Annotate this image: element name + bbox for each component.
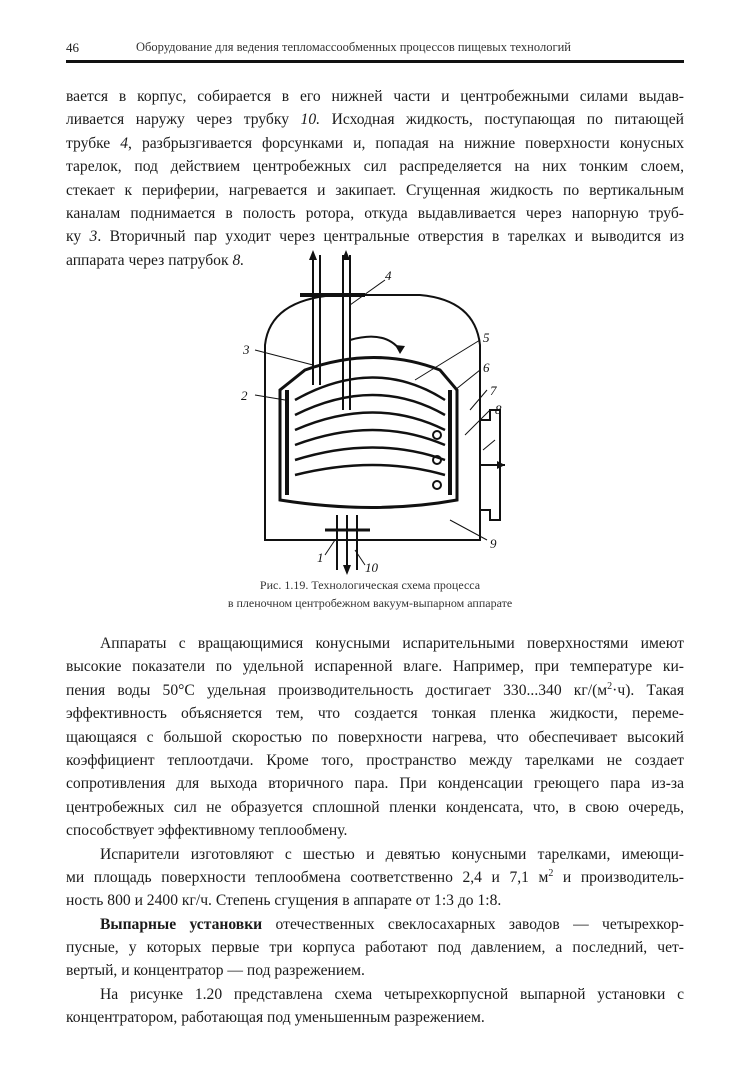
text-span: эффективность объясняется тем, что создается тонкая пленка жидкости, переме- — [66, 705, 684, 723]
text-line — [66, 679, 684, 702]
rotor — [280, 358, 457, 508]
text-line — [66, 702, 684, 725]
text-span: вертый, и концентратор — под разрежением. — [66, 962, 365, 980]
label-5: 5 — [483, 330, 490, 345]
text-span: стекает к периферии, нагревается и закипает. Сгущенная жидкость по вертикальным — [66, 181, 684, 199]
text-span: , разбрызгивается форсунками и, попадая на нижние поверхности конусных — [128, 134, 684, 152]
text-span: пения воды 50°С удельная производительность достигает 330...340 кг/(м — [66, 681, 608, 699]
figure-reference: 8. — [232, 251, 245, 269]
label-10: 10 — [365, 560, 378, 575]
text-block-bottom — [66, 632, 684, 1030]
figure-reference: 3 — [89, 228, 98, 246]
text-span: трубке — [66, 134, 121, 152]
text-line — [66, 155, 684, 178]
cone-plates — [295, 378, 445, 476]
running-header — [66, 38, 684, 63]
text-span: тарелок, под действием центробежных сил распределяется на них тонким слоем, — [66, 158, 684, 176]
text-span: сопротивления для выхода вторичного пара. При конденсации греющего пара из-за — [66, 775, 684, 793]
label-4: 4 — [385, 268, 392, 283]
text-line — [66, 749, 684, 772]
figure-caption-line2: в пленочном центробежном вакуум-выпарном аппарате — [227, 596, 513, 610]
superscript: 2 — [607, 680, 613, 692]
label-8: 8 — [495, 402, 502, 417]
page-number: 46 — [66, 40, 79, 55]
text-line — [66, 843, 684, 866]
text-span: ку — [66, 228, 90, 246]
text-line — [66, 202, 684, 225]
label-6: 6 — [483, 360, 490, 375]
text-span: . Вторичный пар уходит через центральные отверстия в тарелках и выводится из — [97, 228, 684, 246]
label-2: 2 — [241, 388, 248, 403]
text-span: способствует эффективному теплообмену. — [66, 822, 348, 840]
label-3: 3 — [243, 342, 250, 357]
text-span: Аппараты с вращающимися конусными испарительными поверхностями имеют — [100, 635, 684, 652]
text-line — [66, 655, 684, 678]
text-line — [66, 913, 684, 936]
text-line — [66, 132, 684, 155]
text-line — [66, 225, 684, 248]
text-line — [66, 85, 684, 108]
label-1: 1 — [317, 550, 324, 565]
text-line — [66, 726, 684, 749]
text-span: концентратором, работающая под уменьшенным разрежением. — [66, 1009, 485, 1027]
text-line — [66, 1006, 684, 1029]
text-line — [66, 959, 684, 982]
evaporator-diagram — [225, 250, 525, 575]
vapor-flow-arrow — [350, 337, 400, 350]
text-span: центробежных сил не образуется сплошной пленки конденсата, что, в свою очередь, — [66, 798, 684, 816]
figure-reference: 10. — [300, 111, 321, 129]
text-span: отечественных свеклосахарных заводов — четырехкор- — [262, 915, 684, 933]
text-line — [66, 108, 684, 131]
text-span: На рисунке 1.20 представлена схема четырехкорпусной выпарной установки с — [100, 985, 684, 1003]
text-span: ность 800 и 2400 кг/ч. Степень сгущения в аппарате от 1:3 до 1:8. — [66, 892, 502, 910]
text-span: пусные, у которых первые три корпуса работают под давлением, а последний, чет- — [66, 939, 684, 957]
text-span: вается в корпус, собирается в его нижней части и центробежными силами выдав- — [66, 88, 684, 105]
label-7: 7 — [490, 383, 497, 398]
text-line — [66, 866, 684, 889]
label-9: 9 — [490, 536, 497, 551]
text-span: ·ч). Такая — [612, 681, 684, 699]
text-span: Испарители изготовляют с шестью и девятью конусными тарелками, имеющи- — [100, 845, 684, 863]
text-line — [66, 632, 684, 655]
text-span: и производитель- — [553, 868, 684, 886]
text-span: ливается наружу через трубку — [66, 111, 301, 129]
figure-caption-line1: Рис. 1.19. Технологическая схема процесса — [259, 578, 481, 592]
text-line — [66, 179, 684, 202]
text-span: высокие показатели по удельной испаренной влаге. Например, при температуре ки- — [66, 658, 684, 676]
bold-term: Выпарные установки — [100, 915, 263, 933]
text-span: Исходная жидкость, поступающая по питающей — [320, 111, 685, 129]
text-line — [66, 936, 684, 959]
text-span: ми площадь поверхности теплообмена соответственно 2,4 и 7,1 м — [66, 868, 549, 886]
text-span: каналам поднимается в полость ротора, откуда выдавливается через напорную труб- — [66, 204, 684, 222]
superscript: 2 — [548, 867, 554, 879]
figure-reference: 4 — [120, 134, 129, 152]
running-title: Оборудование для ведения тепломассообменных процессов пищевых технологий — [136, 40, 571, 54]
text-block-top — [66, 85, 684, 272]
text-span: щающаяся с большой скоростью по поверхности нагрева, что обеспечивает высокий — [66, 728, 684, 746]
text-line — [66, 772, 684, 795]
text-line — [66, 889, 684, 912]
text-span: аппарата через патрубок — [66, 251, 233, 269]
text-line — [66, 819, 684, 842]
text-line — [66, 983, 684, 1006]
text-span: коэффициент теплоотдачи. Кроме того, пространство между тарелками не создает — [66, 751, 684, 769]
text-line — [66, 796, 684, 819]
